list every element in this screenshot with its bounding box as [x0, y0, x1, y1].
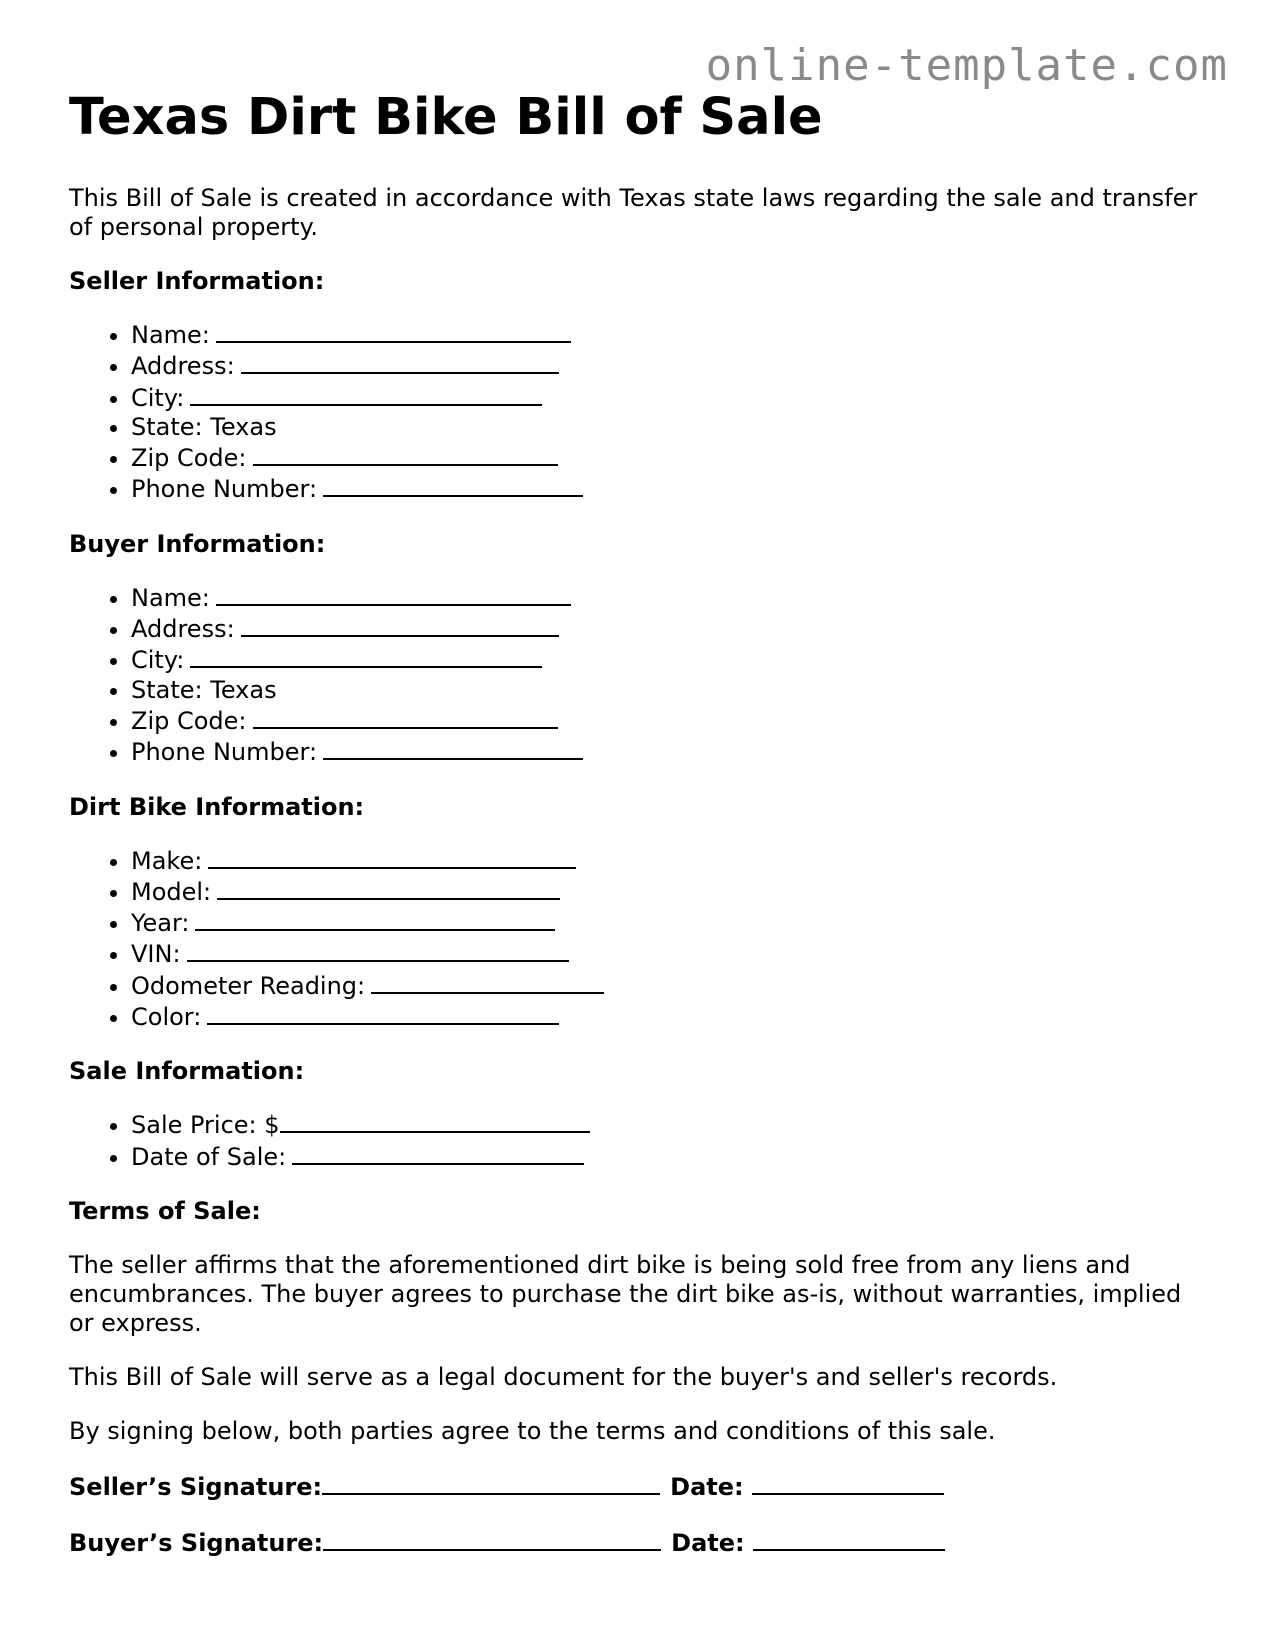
buyer-city-field[interactable] — [190, 644, 542, 668]
bike-color-label: Color: — [131, 1003, 202, 1032]
buyer-date-field[interactable] — [753, 1527, 945, 1551]
buyer-address-label: Address: — [131, 615, 235, 644]
bike-vin-item — [131, 938, 1209, 969]
seller-zip-field[interactable] — [253, 442, 558, 466]
seller-date-label: Date: — [670, 1472, 744, 1501]
buyer-zip-label: Zip Code: — [131, 706, 247, 735]
sale-price-field[interactable] — [280, 1109, 590, 1133]
sale-section-heading: Sale Information: — [69, 1057, 305, 1086]
bike-vin-label: VIN: — [131, 940, 181, 969]
bike-field-list — [69, 845, 1209, 1033]
seller-name-field[interactable] — [216, 319, 571, 343]
seller-zip-label: Zip Code: — [131, 444, 247, 473]
bike-year-label: Year: — [131, 909, 190, 938]
watermark: online-template.com — [705, 40, 1228, 91]
seller-signature-row — [69, 1471, 1209, 1502]
bike-odometer-item — [131, 970, 1209, 1001]
buyer-city-label: City: — [131, 646, 185, 675]
bike-make-label: Make: — [131, 846, 203, 875]
sale-price-item — [131, 1109, 1209, 1140]
buyer-city-item — [131, 644, 1209, 675]
bike-make-field[interactable] — [208, 845, 576, 869]
buyer-signature-row — [69, 1527, 1209, 1558]
bike-section-heading: Dirt Bike Information: — [69, 792, 365, 821]
buyer-phone-field[interactable] — [323, 736, 583, 760]
seller-phone-label: Phone Number: — [131, 475, 318, 504]
bike-year-field[interactable] — [195, 907, 555, 931]
buyer-section-heading: Buyer Information: — [69, 529, 326, 558]
buyer-signature-label: Buyer’s Signature: — [69, 1528, 324, 1557]
terms-section-heading: Terms of Sale: — [69, 1196, 261, 1225]
seller-address-label: Address: — [131, 352, 235, 381]
buyer-address-field[interactable] — [241, 613, 559, 637]
terms-paragraph: The seller affirms that the aforementioned dirt bike is being sold free from any liens and encumbrances. The buyer agrees to purchase the dirt bike as-is, without warranties, implied or express. — [69, 1250, 1182, 1337]
seller-address-item — [131, 350, 1209, 381]
bike-model-item — [131, 876, 1209, 907]
buyer-phone-label: Phone Number: — [131, 738, 318, 767]
document-page — [69, 86, 1209, 1558]
bike-year-item — [131, 907, 1209, 938]
buyer-name-field[interactable] — [216, 582, 571, 606]
buyer-signature-field[interactable] — [323, 1527, 661, 1551]
seller-name-item — [131, 319, 1209, 350]
buyer-field-list — [69, 582, 1209, 768]
buyer-date-label: Date: — [671, 1528, 745, 1557]
sale-field-list — [69, 1109, 1209, 1172]
seller-name-label: Name: — [131, 321, 210, 349]
seller-signature-label: Seller’s Signature: — [69, 1472, 323, 1501]
sale-date-field[interactable] — [292, 1141, 584, 1165]
seller-field-list — [69, 319, 1209, 505]
buyer-zip-field[interactable] — [253, 705, 558, 729]
intro-paragraph: This Bill of Sale is created in accordance with Texas state laws regarding the sale and transfer of personal property. — [69, 184, 1198, 241]
bike-model-label: Model: — [131, 877, 212, 906]
sale-date-item — [131, 1141, 1209, 1172]
bike-odometer-label: Odometer Reading: — [131, 971, 366, 1000]
buyer-state-item — [131, 676, 1209, 705]
seller-zip-item — [131, 442, 1209, 473]
seller-phone-field[interactable] — [323, 473, 583, 497]
seller-city-label: City: — [131, 383, 185, 412]
seller-section-heading: Seller Information: — [69, 267, 325, 295]
buyer-zip-item — [131, 705, 1209, 736]
buyer-name-item — [131, 582, 1209, 613]
sale-price-label: Sale Price: $ — [131, 1111, 280, 1140]
bike-odometer-field[interactable] — [371, 970, 604, 994]
document-title: Texas Dirt Bike Bill of Sale — [69, 88, 823, 147]
buyer-name-label: Name: — [131, 583, 210, 612]
sale-date-label: Date of Sale: — [131, 1142, 287, 1171]
bike-color-field[interactable] — [207, 1001, 559, 1025]
bike-vin-field[interactable] — [187, 938, 569, 962]
seller-date-field[interactable] — [752, 1471, 944, 1495]
seller-state-item — [131, 413, 1209, 442]
seller-signature-field[interactable] — [322, 1471, 660, 1495]
buyer-address-item — [131, 613, 1209, 644]
agreement-paragraph: By signing below, both parties agree to the terms and conditions of this sale. — [69, 1416, 996, 1445]
seller-address-field[interactable] — [241, 350, 559, 374]
bike-model-field[interactable] — [217, 876, 560, 900]
seller-city-item — [131, 382, 1209, 413]
seller-phone-item — [131, 473, 1209, 504]
records-paragraph: This Bill of Sale will serve as a legal document for the buyer's and seller's records. — [69, 1362, 1058, 1391]
seller-state-text: State: Texas — [131, 412, 277, 441]
buyer-state-text: State: Texas — [131, 675, 277, 704]
bike-make-item — [131, 845, 1209, 876]
seller-city-field[interactable] — [190, 382, 542, 406]
bike-color-item — [131, 1001, 1209, 1032]
buyer-phone-item — [131, 736, 1209, 767]
